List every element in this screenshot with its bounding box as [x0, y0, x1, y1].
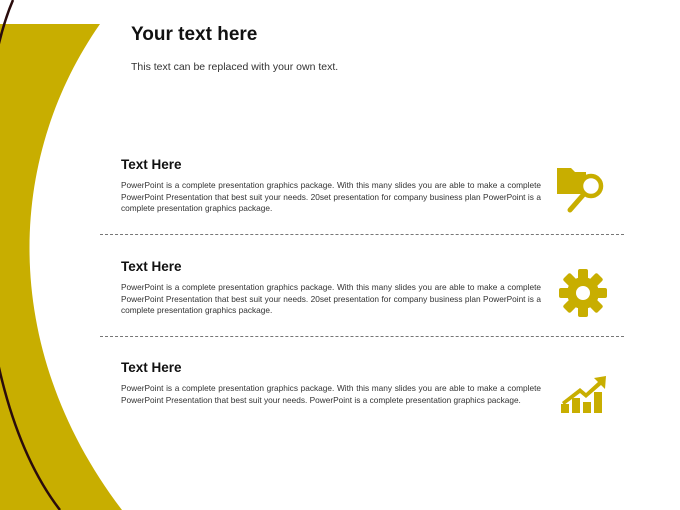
folder-search-icon [556, 164, 608, 216]
section-body: PowerPoint is a complete presentation graphics package. With this many slides you are able to make a complete PowerPoint Presentation that best suit your needs. 20set presentation for company business plan PowerPoint is a complete presentation graphics package. [121, 282, 541, 316]
section-heading: Text Here [121, 259, 182, 274]
divider [100, 336, 624, 337]
section-heading: Text Here [121, 157, 182, 172]
section-1 [121, 157, 541, 215]
section-3 [121, 360, 541, 406]
section-2 [121, 259, 541, 317]
gear-icon [557, 267, 609, 319]
page-title: Your text here [131, 24, 258, 45]
section-body: PowerPoint is a complete presentation graphics package. With this many slides you are able to make a complete PowerPoint Presentation that best suit your needs. 20set presentation for company business plan PowerPoint is a complete presentation graphics package. [121, 180, 541, 214]
page-subtitle: This text can be replaced with your own text. [131, 61, 339, 73]
section-heading: Text Here [121, 360, 182, 375]
section-body: PowerPoint is a complete presentation graphics package. With this many slides you are able to make a complete PowerPoint Presentation that best suit your needs. PowerPoint is a complete presentation graphics package. [121, 383, 541, 405]
growth-chart-icon [558, 370, 610, 422]
divider [100, 234, 624, 235]
